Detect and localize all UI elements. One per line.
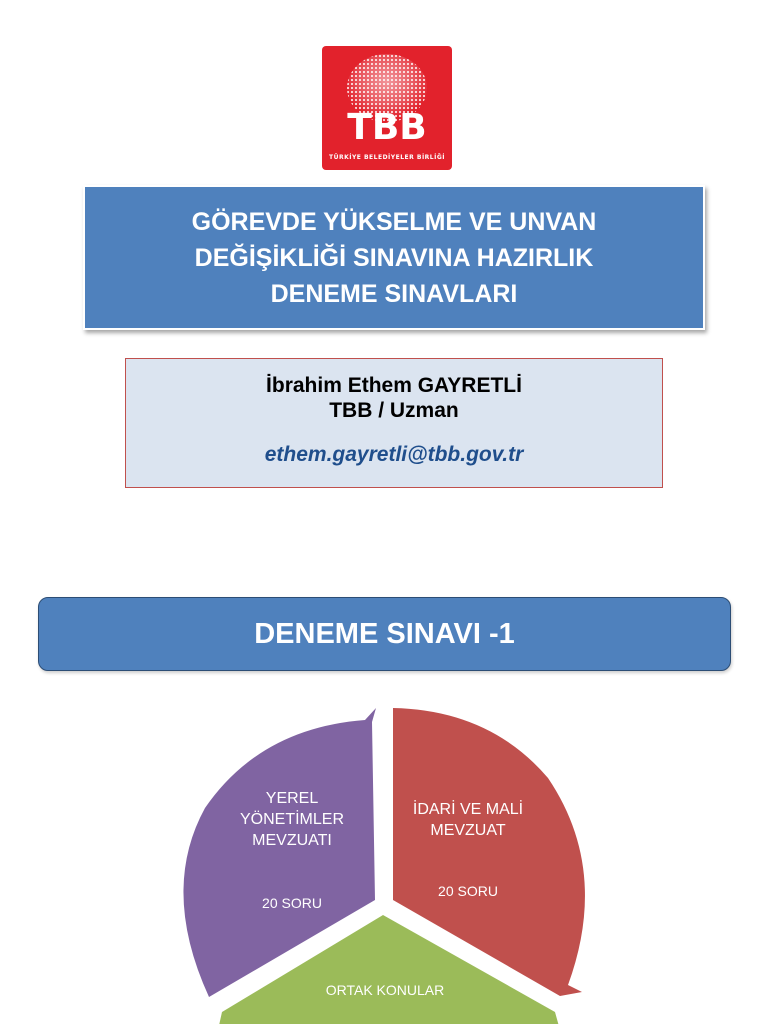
segment-count-yerel: 20 SORU (262, 895, 322, 911)
page-title: GÖREVDE YÜKSELME VE UNVAN DEĞİŞİKLİĞİ SINAVINA HAZIRLIK DENEME SINAVLARI (191, 207, 597, 308)
cycle-diagram (0, 690, 768, 1024)
author-email[interactable]: ethem.gayretli@tbb.gov.tr (264, 443, 524, 466)
author-name: İbrahim Ethem GAYRETLİ (266, 374, 522, 397)
logo-subtitle: TÜRKİYE BELEDİYELER BİRLİĞİ (328, 154, 446, 161)
segment-label-ortak: ORTAK KONULAR (325, 982, 445, 998)
section-header (38, 597, 731, 671)
segment-count-idari: 20 SORU (438, 883, 498, 899)
segment-label-yerel: YEREL YÖNETİMLER MEVZUATI (239, 790, 344, 849)
section-title: DENEME SINAVI -1 (254, 617, 515, 650)
author-role: TBB / Uzman (329, 399, 459, 422)
logo-text: TBB (347, 107, 427, 148)
title-box (83, 185, 705, 330)
segment-label-idari: İDARİ VE MALİ MEVZUAT (412, 801, 524, 839)
author-box (125, 358, 663, 488)
tbb-logo (322, 46, 452, 170)
